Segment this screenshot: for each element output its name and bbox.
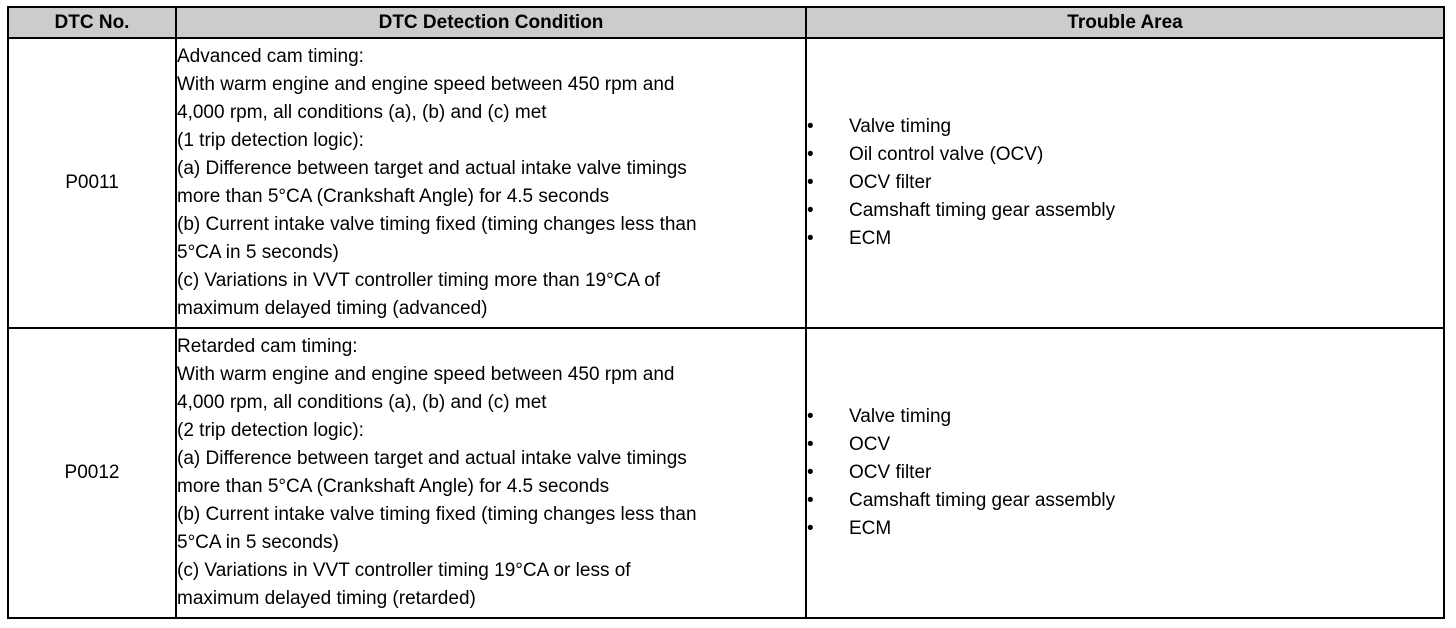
list-item [807,459,1443,487]
bullet-icon: • [807,144,814,165]
condition-line: (a) Difference between target and actual intake valve timings [177,448,687,469]
list-item [807,403,1443,431]
trouble-area-item: ECM [849,228,892,249]
header-detection-condition: DTC Detection Condition [176,7,806,38]
list-item [807,431,1443,459]
detection-condition [176,38,806,328]
table-row [8,38,1444,328]
condition-line: (a) Difference between target and actual intake valve timings [177,158,687,179]
trouble-area-list [807,403,1443,543]
dtc-document [7,6,1443,619]
list-item [807,113,1443,141]
list-item [807,141,1443,169]
list-item [807,225,1443,253]
header-row [8,7,1444,38]
condition-line: Advanced cam timing: [177,46,364,67]
list-item [807,197,1443,225]
bullet-icon: • [807,406,814,427]
dtc-code: P0012 [8,328,176,618]
condition-line: 5°CA in 5 seconds) [177,242,339,263]
condition-line: maximum delayed timing (advanced) [177,298,488,319]
bullet-icon: • [807,172,814,193]
trouble-area-item: OCV filter [849,172,932,193]
trouble-area-item: Oil control valve (OCV) [849,144,1044,165]
trouble-area-item: OCV [849,434,891,455]
condition-line: (b) Current intake valve timing fixed (timing changes less than [177,214,697,235]
trouble-area-item: Camshaft timing gear assembly [849,490,1116,511]
trouble-area [806,328,1444,618]
table-row [8,328,1444,618]
condition-line: 4,000 rpm, all conditions (a), (b) and (c) met [177,392,547,413]
trouble-area-item: Valve timing [849,116,952,137]
list-item [807,487,1443,515]
dtc-code: P0011 [8,38,176,328]
bullet-icon: • [807,200,814,221]
header-dtc-no: DTC No. [8,7,176,38]
condition-line: (2 trip detection logic): [177,420,364,441]
condition-line: more than 5°CA (Crankshaft Angle) for 4.5 seconds [177,476,610,497]
bullet-icon: • [807,490,814,511]
list-item [807,169,1443,197]
condition-line: With warm engine and engine speed between 450 rpm and [177,364,675,385]
condition-line: (b) Current intake valve timing fixed (timing changes less than [177,504,697,525]
trouble-area-item: OCV filter [849,462,932,483]
trouble-area-list [807,113,1443,253]
trouble-area-item: ECM [849,518,892,539]
condition-line: (1 trip detection logic): [177,130,364,151]
trouble-area-item: Valve timing [849,406,952,427]
list-item [807,515,1443,543]
bullet-icon: • [807,434,814,455]
condition-line: (c) Variations in VVT controller timing 19°CA or less of [177,560,631,581]
header-trouble-area: Trouble Area [806,7,1444,38]
bullet-icon: • [807,228,814,249]
trouble-area [806,38,1444,328]
condition-line: 5°CA in 5 seconds) [177,532,339,553]
trouble-area-item: Camshaft timing gear assembly [849,200,1116,221]
dtc-table [7,6,1445,619]
bullet-icon: • [807,518,814,539]
condition-line: maximum delayed timing (retarded) [177,588,476,609]
condition-line: more than 5°CA (Crankshaft Angle) for 4.5 seconds [177,186,610,207]
condition-line: Retarded cam timing: [177,336,358,357]
bullet-icon: • [807,116,814,137]
condition-line: With warm engine and engine speed between 450 rpm and [177,74,675,95]
bullet-icon: • [807,462,814,483]
condition-line: 4,000 rpm, all conditions (a), (b) and (c) met [177,102,547,123]
condition-line: (c) Variations in VVT controller timing more than 19°CA of [177,270,661,291]
detection-condition [176,328,806,618]
